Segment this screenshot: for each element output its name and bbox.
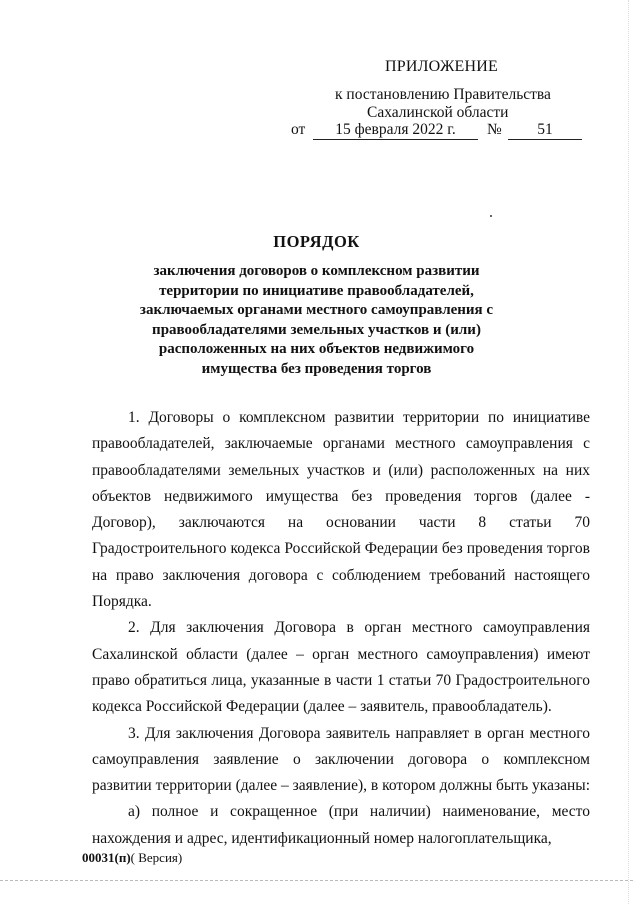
scan-edge-right <box>628 0 630 904</box>
region-name: Сахалинской области <box>367 104 509 121</box>
paragraph-2: 2. Для заключения Договора в орган местного самоуправления Сахалинской области (далее – орган местного самоуправления) имеют право обратиться лица, указанные в части 1 статьи 70 Градостроительного кодекса Российской Федерации (далее – заявитель, правообладатель). <box>92 619 590 716</box>
number-label: № <box>487 121 502 138</box>
appendix-title: ПРИЛОЖЕНИЕ <box>385 58 499 75</box>
title-block <box>0 232 633 379</box>
document-code: 00031(п) <box>82 850 131 865</box>
document-footer <box>82 850 182 866</box>
paragraph-1: 1. Договоры о комплексном развитии территории по инициативе правообладателей, заключаемые органами местного самоуправления с правообладателями земельных участков и (или) расположенных на них объектов недвижимого имущества без проведения торгов (далее - Договор), заключаются на основании части 8 статьи 70 Градостроительного кодекса Российской Федерации без проведения торгов на право заключения договора с соблюдением требований настоящего Порядка. <box>92 409 590 611</box>
paragraph-3a: а) полное и сокращенное (при наличии) наименование, место нахождения и адрес, идентификационный номер налогоплательщика, <box>92 803 590 847</box>
date-label: от <box>291 121 306 138</box>
date-value: 15 февраля 2022 г. <box>313 121 478 140</box>
document-subtitle: заключения договоров о комплексном развитии территории по инициативе правообладателей, заключаемых органами местного самоуправления с правообладателями земельных участков и (или) расположенных на них объектов недвижимого имущества без проведения торгов <box>139 263 494 377</box>
resolution-reference: к постановлению Правительства <box>335 86 551 103</box>
paragraph-3: 3. Для заключения Договора заявитель направляет в орган местного самоуправления заявление о заключении договора о комплексном развитии территории (далее – заявление), в котором должны быть указаны: <box>92 724 590 795</box>
document-body <box>92 405 590 852</box>
number-value: 51 <box>508 121 582 140</box>
scan-speck <box>490 215 492 217</box>
document-title: ПОРЯДОК <box>273 232 360 251</box>
document-version: ( Версия) <box>130 850 183 865</box>
scan-edge-bottom <box>0 880 633 882</box>
